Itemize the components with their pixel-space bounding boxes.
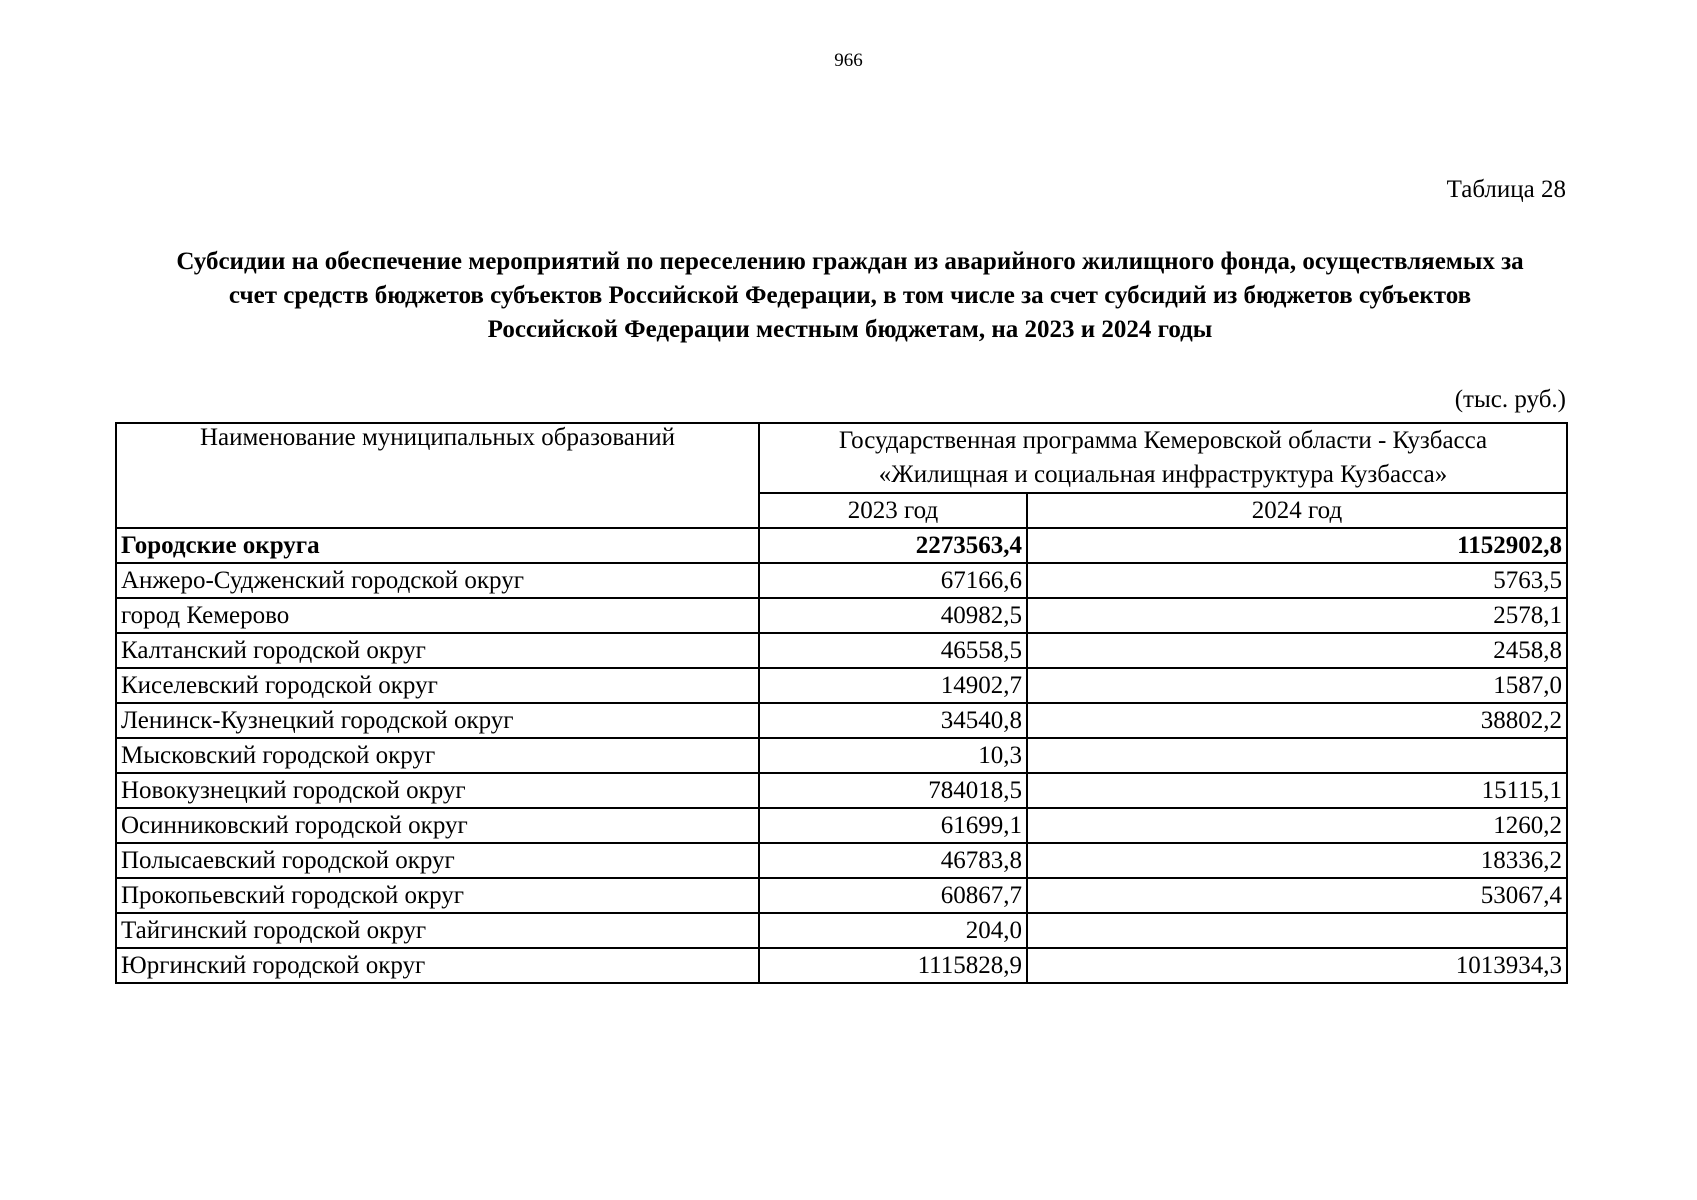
cell-2024: 2458,8 — [1027, 633, 1567, 668]
cell-municipality: Прокопьевский городской округ — [116, 878, 759, 913]
page-number: 966 — [834, 50, 863, 71]
units-label: (тыс. руб.) — [1454, 386, 1566, 413]
cell-municipality: Новокузнецкий городской округ — [116, 773, 759, 808]
table-row-total — [116, 528, 1567, 563]
cell-2024: 1260,2 — [1027, 808, 1567, 843]
cell-2024: 15115,1 — [1027, 773, 1567, 808]
cell-municipality: Анжеро-Судженский городской округ — [116, 563, 759, 598]
header-year-2024: 2024 год — [1027, 493, 1567, 528]
table-row — [116, 633, 1567, 668]
cell-municipality: Полысаевский городской округ — [116, 843, 759, 878]
cell-municipality: Киселевский городской округ — [116, 668, 759, 703]
cell-municipality: Калтанский городской округ — [116, 633, 759, 668]
cell-2024: 1152902,8 — [1027, 528, 1567, 563]
header-year-2023: 2023 год — [759, 493, 1027, 528]
cell-2023: 10,3 — [759, 738, 1027, 773]
table-row — [116, 773, 1567, 808]
table-body — [116, 528, 1567, 983]
cell-2023: 784018,5 — [759, 773, 1027, 808]
cell-municipality: Ленинск-Кузнецкий городской округ — [116, 703, 759, 738]
table-row — [116, 878, 1567, 913]
cell-municipality: Осинниковский городской округ — [116, 808, 759, 843]
cell-2023: 61699,1 — [759, 808, 1027, 843]
table-row — [116, 843, 1567, 878]
header-row-program — [116, 423, 1567, 493]
cell-2024: 2578,1 — [1027, 598, 1567, 633]
cell-2023: 60867,7 — [759, 878, 1027, 913]
cell-2024: 1587,0 — [1027, 668, 1567, 703]
table-label: Таблица 28 — [1446, 176, 1566, 203]
table-row — [116, 703, 1567, 738]
cell-municipality: Юргинский городской округ — [116, 948, 759, 983]
table-row — [116, 563, 1567, 598]
cell-2024: 18336,2 — [1027, 843, 1567, 878]
title-line-2: счет средств бюджетов субъектов Российской Федерации, в том числе за счет субсидий из бюджетов субъектов — [228, 282, 1472, 309]
cell-2024 — [1027, 738, 1567, 773]
title-line-1: Субсидии на обеспечение мероприятий по переселению граждан из аварийного жилищного фонда, осуществляемых за — [176, 248, 1524, 275]
cell-2023: 1115828,9 — [759, 948, 1027, 983]
cell-municipality: Тайгинский городской округ — [116, 913, 759, 948]
table-row — [116, 948, 1567, 983]
cell-2024 — [1027, 913, 1567, 948]
cell-2024: 1013934,3 — [1027, 948, 1567, 983]
table-row — [116, 598, 1567, 633]
cell-municipality: Мысковский городской округ — [116, 738, 759, 773]
cell-municipality: город Кемерово — [116, 598, 759, 633]
cell-2024: 5763,5 — [1027, 563, 1567, 598]
header-program-line-1: Государственная программа Кемеровской области - Кузбасса — [838, 427, 1488, 454]
cell-2023: 204,0 — [759, 913, 1027, 948]
cell-2024: 38802,2 — [1027, 703, 1567, 738]
header-program — [759, 423, 1567, 493]
table-row — [116, 738, 1567, 773]
cell-2023: 46783,8 — [759, 843, 1027, 878]
cell-2024: 53067,4 — [1027, 878, 1567, 913]
cell-municipality: Городские округа — [116, 528, 759, 563]
table-row — [116, 913, 1567, 948]
subsidy-table — [115, 422, 1568, 984]
cell-2023: 34540,8 — [759, 703, 1027, 738]
document-title — [120, 245, 1580, 347]
cell-2023: 14902,7 — [759, 668, 1027, 703]
table-row — [116, 668, 1567, 703]
cell-2023: 2273563,4 — [759, 528, 1027, 563]
header-program-line-2: «Жилищная и социальная инфраструктура Кузбасса» — [878, 461, 1448, 488]
cell-2023: 46558,5 — [759, 633, 1027, 668]
table-row — [116, 808, 1567, 843]
cell-2023: 40982,5 — [759, 598, 1027, 633]
title-line-3: Российской Федерации местным бюджетам, на 2023 и 2024 годы — [487, 316, 1213, 343]
header-municipality: Наименование муниципальных образований — [116, 423, 759, 528]
cell-2023: 67166,6 — [759, 563, 1027, 598]
